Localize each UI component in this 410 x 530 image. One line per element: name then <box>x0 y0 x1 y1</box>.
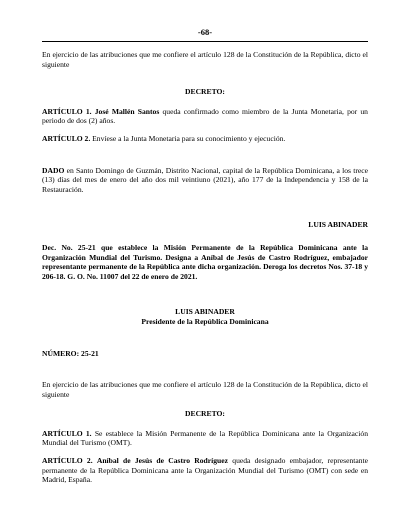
decree-intro: En ejercicio de las atribuciones que me confiere el artículo 128 de la Constitución de la República, dicto el siguiente <box>42 50 368 69</box>
article-1-label: ARTÍCULO 1. <box>42 106 92 116</box>
article-1-text: queda confirmado como miembro de la Junta Monetaria, por un periodo de dos (2) años. <box>42 106 368 126</box>
article-1-second-label: ARTÍCULO 1. <box>42 428 92 438</box>
article-1-second-text: Se establece la Misión Permanente de la República Dominicana ante la Organización Mundial del Turismo (OMT). <box>42 428 368 448</box>
dado-label: DADO <box>42 165 65 175</box>
page-number: -68- <box>197 27 213 37</box>
decree-summary: Dec. No. 25-21 que establece la Misión Permanente de la República Dominicana ante la Organización Mundial del Turismo. Designa a Aníbal de Jesús de Castro Rodríguez, embajador representante permanente de la República ante dicha organización. Deroga los decretos Nos. 37-18 y 206-18. G. O. No. 11007 del 22 de enero de 2021. <box>42 242 368 281</box>
article-1-second <box>42 429 368 448</box>
decree-heading-2: DECRETO: <box>185 409 225 419</box>
article-2-label: ARTÍCULO 2. <box>42 133 91 143</box>
article-2-text: Envíese a la Junta Monetaria para su conocimiento y ejecución. <box>92 133 286 143</box>
dado-paragraph <box>42 166 368 195</box>
article-1-name: José Mallén Santos <box>94 106 160 116</box>
article-2 <box>42 134 368 144</box>
article-2-second-name: Aníbal de Jesús de Castro Rodríguez <box>96 456 229 466</box>
decree-heading: DECRETO: <box>185 87 225 97</box>
decree-number: NÚMERO: 25-21 <box>42 348 99 358</box>
dado-text: en Santo Domingo de Guzmán, Distrito Nacional, capital de la República Dominicana, a los trece (13) días del mes de enero del año dos mil veintiuno (2021), año 177 de la Independencia y 158 de la Restauración. <box>42 165 368 194</box>
signer-title: Presidente de la República Dominicana <box>141 316 269 326</box>
signature: LUIS ABINADER <box>308 220 368 230</box>
decree-intro-2: En ejercicio de las atribuciones que me confiere el artículo 128 de la Constitución de la República, dicto el siguiente <box>42 380 368 399</box>
article-2-second <box>42 456 368 485</box>
header-rule <box>42 41 368 42</box>
article-2-second-label: ARTÍCULO 2. <box>42 456 93 466</box>
article-2-second-text: queda designado embajador, representante permanente de la República Dominicana ante la Organización Mundial del Turismo (OMT) con sede en Madrid, España. <box>42 456 369 485</box>
article-1 <box>42 107 368 126</box>
signer-name: LUIS ABINADER <box>175 307 235 317</box>
